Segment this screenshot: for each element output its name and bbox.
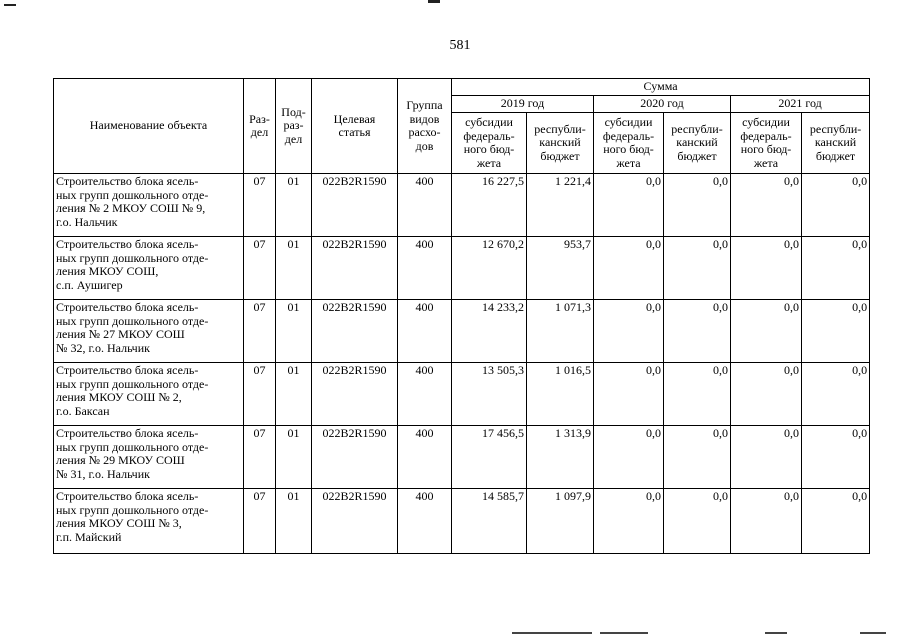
cell-razdel: 07 <box>244 426 276 489</box>
table-row <box>54 363 870 426</box>
cell-2021-federal: 0,0 <box>731 363 802 426</box>
cell-2019-federal: 14 585,7 <box>452 489 527 554</box>
cell-2021-republican: 0,0 <box>802 363 870 426</box>
cell-2021-republican: 0,0 <box>802 300 870 363</box>
cell-2019-federal: 16 227,5 <box>452 174 527 237</box>
cell-2020-republican: 0,0 <box>664 489 731 554</box>
cell-razdel: 07 <box>244 237 276 300</box>
cell-statya: 022В2R1590 <box>312 300 398 363</box>
cell-statya: 022В2R1590 <box>312 489 398 554</box>
cell-2020-republican: 0,0 <box>664 426 731 489</box>
header-statya: Целевая статья <box>312 79 398 174</box>
cell-2020-republican: 0,0 <box>664 174 731 237</box>
cell-2019-republican: 953,7 <box>527 237 594 300</box>
cell-gruppa: 400 <box>398 300 452 363</box>
cell-2019-republican: 1 313,9 <box>527 426 594 489</box>
cell-razdel: 07 <box>244 363 276 426</box>
cell-2019-federal: 14 233,2 <box>452 300 527 363</box>
cell-razdel: 07 <box>244 174 276 237</box>
cell-gruppa: 400 <box>398 489 452 554</box>
table-row <box>54 174 870 237</box>
header-sub-federal: субсидии федераль- ного бюд- жета <box>452 113 527 174</box>
cell-statya: 022В2R1590 <box>312 174 398 237</box>
cell-gruppa: 400 <box>398 237 452 300</box>
header-republican: республи- канский бюджет <box>802 113 870 174</box>
header-republican: республи- канский бюджет <box>527 113 594 174</box>
header-name: Наименование объекта <box>54 79 244 174</box>
cell-2019-federal: 17 456,5 <box>452 426 527 489</box>
cell-2020-federal: 0,0 <box>594 237 664 300</box>
cell-2021-federal: 0,0 <box>731 489 802 554</box>
cell-2020-federal: 0,0 <box>594 174 664 237</box>
cell-2020-federal: 0,0 <box>594 426 664 489</box>
cell-2021-republican: 0,0 <box>802 489 870 554</box>
cell-2021-republican: 0,0 <box>802 237 870 300</box>
header-sub-federal: субсидии федераль- ного бюд- жета <box>731 113 802 174</box>
table-row <box>54 300 870 363</box>
scan-mark <box>4 4 16 6</box>
header-sub-federal: субсидии федераль- ного бюд- жета <box>594 113 664 174</box>
row-name: Строительство блока ясель- ных групп дошкольного отде- ления МКОУ СОШ № 2, г.о. Баксан <box>54 363 244 426</box>
header-republican: республи- канский бюджет <box>664 113 731 174</box>
row-name: Строительство блока ясель- ных групп дошкольного отде- ления МКОУ СОШ № 3, г.п. Майский <box>54 489 244 554</box>
cell-podrazdel: 01 <box>276 363 312 426</box>
cell-2020-republican: 0,0 <box>664 363 731 426</box>
cell-2020-republican: 0,0 <box>664 300 731 363</box>
cell-statya: 022В2R1590 <box>312 363 398 426</box>
cell-2020-republican: 0,0 <box>664 237 731 300</box>
cell-gruppa: 400 <box>398 174 452 237</box>
row-name: Строительство блока ясель- ных групп дошкольного отде- ления МКОУ СОШ, с.п. Аушигер <box>54 237 244 300</box>
cell-2019-republican: 1 071,3 <box>527 300 594 363</box>
cell-statya: 022В2R1590 <box>312 426 398 489</box>
cell-2020-federal: 0,0 <box>594 489 664 554</box>
table-row <box>54 426 870 489</box>
scan-artifact-line <box>765 632 787 634</box>
row-name: Строительство блока ясель- ных групп дошкольного отде- ления № 27 МКОУ СОШ № 32, г.о. Нальчик <box>54 300 244 363</box>
cell-2021-federal: 0,0 <box>731 174 802 237</box>
cell-2021-federal: 0,0 <box>731 300 802 363</box>
cell-podrazdel: 01 <box>276 489 312 554</box>
cell-2019-republican: 1 016,5 <box>527 363 594 426</box>
budget-table <box>53 78 870 554</box>
cell-2019-republican: 1 221,4 <box>527 174 594 237</box>
cell-razdel: 07 <box>244 489 276 554</box>
scan-mark <box>428 0 440 3</box>
header-gruppa: Группа видов расхо- дов <box>398 79 452 174</box>
cell-2020-federal: 0,0 <box>594 363 664 426</box>
cell-podrazdel: 01 <box>276 174 312 237</box>
cell-2019-federal: 13 505,3 <box>452 363 527 426</box>
cell-statya: 022В2R1590 <box>312 237 398 300</box>
header-year-2021: 2021 год <box>731 96 870 113</box>
cell-podrazdel: 01 <box>276 237 312 300</box>
cell-2019-federal: 12 670,2 <box>452 237 527 300</box>
cell-gruppa: 400 <box>398 426 452 489</box>
cell-2021-republican: 0,0 <box>802 426 870 489</box>
header-year-2020: 2020 год <box>594 96 731 113</box>
page-number: 581 <box>449 38 471 53</box>
table-row <box>54 489 870 554</box>
scan-artifact-line <box>512 632 592 634</box>
cell-gruppa: 400 <box>398 363 452 426</box>
cell-2021-republican: 0,0 <box>802 174 870 237</box>
header-year-2019: 2019 год <box>452 96 594 113</box>
cell-2021-federal: 0,0 <box>731 237 802 300</box>
scan-artifact-line <box>600 632 648 634</box>
row-name: Строительство блока ясель- ных групп дошкольного отде- ления № 2 МКОУ СОШ № 9, г.о. Нальчик <box>54 174 244 237</box>
cell-2021-federal: 0,0 <box>731 426 802 489</box>
cell-podrazdel: 01 <box>276 426 312 489</box>
scan-artifact-line <box>860 632 886 634</box>
row-name: Строительство блока ясель- ных групп дошкольного отде- ления № 29 МКОУ СОШ № 31, г.о. Нальчик <box>54 426 244 489</box>
header-podrazdel: Под- раз- дел <box>276 79 312 174</box>
cell-razdel: 07 <box>244 300 276 363</box>
cell-2020-federal: 0,0 <box>594 300 664 363</box>
table-row <box>54 237 870 300</box>
header-razdel: Раз- дел <box>244 79 276 174</box>
cell-podrazdel: 01 <box>276 300 312 363</box>
header-summa: Сумма <box>452 79 870 96</box>
cell-2019-republican: 1 097,9 <box>527 489 594 554</box>
